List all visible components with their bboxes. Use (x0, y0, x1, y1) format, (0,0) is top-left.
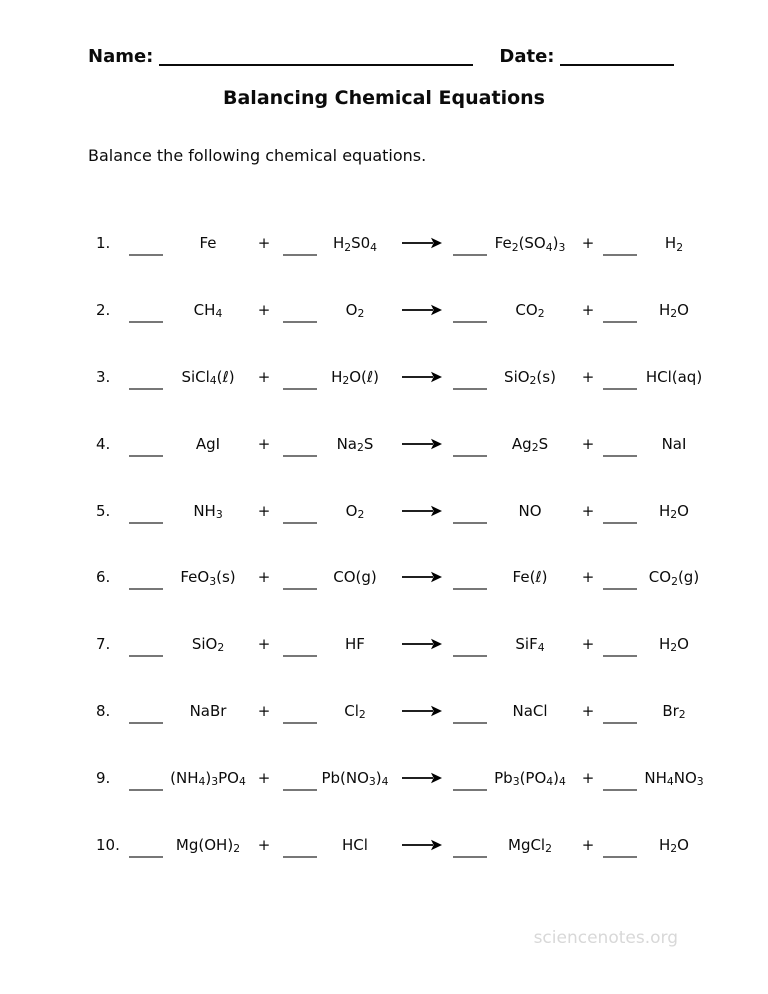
plus-sign: + (581, 301, 595, 320)
reactant-formula: CO(g) (333, 568, 377, 587)
plus-sign: + (257, 701, 271, 720)
reactant-formula: HCl (342, 835, 368, 854)
product-formula: $H_2O$ (659, 835, 689, 855)
reactant-formula: $Mg(OH)_2$ (175, 835, 241, 855)
coefficient-blank (452, 367, 488, 387)
coefficient-blank (452, 768, 488, 788)
coefficient-blank (282, 233, 318, 253)
reactant-formula: $H_2O(\ell)$ (331, 367, 379, 388)
coefficient-blank (602, 634, 638, 654)
product-formula: HCl(aq) (645, 367, 703, 386)
reactant-formula: $CH_4$ (193, 301, 223, 321)
plus-sign: + (581, 768, 595, 787)
right-arrow-icon (400, 434, 444, 454)
coefficient-blank (128, 501, 164, 521)
coefficient-blank (452, 835, 488, 855)
coefficient-blank (128, 367, 164, 387)
date-blank-line (560, 64, 674, 66)
coefficient-blank (452, 501, 488, 521)
equation-number: 3. (96, 367, 111, 386)
equation-row-9 (88, 744, 710, 811)
name-blank-line (159, 64, 473, 66)
coefficient-blank (128, 634, 164, 654)
coefficient-blank (128, 434, 164, 454)
right-arrow-icon (400, 300, 444, 320)
product-formula: MgCl$_2$ (508, 835, 552, 855)
right-arrow-icon (400, 768, 444, 788)
product-formula: $H_2$ (664, 234, 684, 254)
plus-sign: + (257, 234, 271, 253)
equation-number: 9. (96, 768, 111, 787)
right-arrow-icon (400, 233, 444, 253)
equation-number: 1. (96, 234, 111, 253)
coefficient-blank (602, 434, 638, 454)
product-formula: SiF$_4$ (515, 635, 545, 655)
equation-row-4 (88, 410, 710, 477)
equation-row-8 (88, 678, 710, 745)
plus-sign: + (581, 568, 595, 587)
coefficient-blank (282, 434, 318, 454)
reactant-formula: $H_2S0_4$ (332, 234, 378, 254)
name-label: Name: (88, 46, 154, 67)
coefficient-blank (602, 701, 638, 721)
coefficient-blank (128, 701, 164, 721)
name-date-row (88, 47, 674, 67)
equation-number: 10. (96, 835, 120, 854)
plus-sign: + (581, 835, 595, 854)
equation-number: 6. (96, 568, 111, 587)
coefficient-blank (452, 233, 488, 253)
equation-row-5 (88, 477, 710, 544)
reactant-formula: Fe (199, 234, 217, 253)
reactant-formula: $O_2$ (345, 301, 365, 321)
equation-row-10 (88, 811, 710, 878)
reactant-formula: $NH_3$ (193, 501, 223, 521)
coefficient-blank (602, 300, 638, 320)
footer-watermark: sciencenotes.org (533, 928, 678, 948)
worksheet-title: Balancing Chemical Equations (223, 87, 545, 109)
product-formula: $CO_2$ (515, 301, 545, 321)
coefficient-blank (128, 567, 164, 587)
plus-sign: + (581, 367, 595, 386)
right-arrow-icon (400, 567, 444, 587)
plus-sign: + (581, 635, 595, 654)
product-formula: $Ag_2S$ (511, 434, 549, 454)
plus-sign: + (257, 434, 271, 453)
product-formula: NaCl (512, 701, 548, 720)
coefficient-blank (602, 835, 638, 855)
plus-sign: + (257, 635, 271, 654)
reactant-formula: $(NH_4)_3PO_4$ (170, 768, 246, 788)
equation-row-6 (88, 544, 710, 611)
product-formula: $Br_2$ (662, 701, 686, 722)
reactant-formula: NaBr (189, 701, 227, 720)
coefficient-blank (452, 634, 488, 654)
right-arrow-icon (400, 634, 444, 654)
plus-sign: + (257, 568, 271, 587)
product-formula: Fe(ℓ) (512, 568, 548, 587)
product-formula: $H_2O$ (659, 501, 689, 521)
coefficient-blank (452, 567, 488, 587)
right-arrow-icon (400, 701, 444, 721)
equation-row-7 (88, 611, 710, 678)
plus-sign: + (257, 835, 271, 854)
coefficient-blank (282, 367, 318, 387)
product-formula: $H_2O$ (659, 301, 689, 321)
coefficient-blank (282, 701, 318, 721)
coefficient-blank (128, 768, 164, 788)
reactant-formula: SiO$_2$ (191, 635, 225, 655)
coefficient-blank (602, 367, 638, 387)
product-formula: $Fe_2(SO_4)_3$ (494, 234, 566, 254)
reactant-formula: $Na_2S$ (336, 434, 374, 454)
right-arrow-icon (400, 501, 444, 521)
coefficient-blank (282, 567, 318, 587)
product-formula: NaI (661, 434, 687, 453)
plus-sign: + (581, 701, 595, 720)
coefficient-blank (602, 768, 638, 788)
reactant-formula: $Cl_2$ (344, 701, 366, 722)
plus-sign: + (581, 501, 595, 520)
coefficient-blank (282, 835, 318, 855)
equation-row-3 (88, 344, 710, 411)
coefficient-blank (128, 835, 164, 855)
coefficient-blank (282, 501, 318, 521)
product-formula: $NH_4NO_3$ (644, 768, 704, 788)
coefficient-blank (452, 300, 488, 320)
plus-sign: + (581, 434, 595, 453)
coefficient-blank (452, 701, 488, 721)
product-formula: NO (518, 501, 542, 520)
plus-sign: + (257, 768, 271, 787)
equation-number: 5. (96, 501, 111, 520)
coefficient-blank (282, 768, 318, 788)
reactant-formula: $Pb(NO_3)_4$ (321, 768, 389, 788)
equation-number: 8. (96, 701, 111, 720)
product-formula: $H_2O$ (659, 635, 689, 655)
right-arrow-icon (400, 835, 444, 855)
product-formula: $CO_2(g)$ (648, 568, 700, 588)
product-formula: SiO$_2$(s) (504, 367, 556, 388)
plus-sign: + (257, 501, 271, 520)
equations-list (88, 210, 710, 878)
reactant-formula: FeO$_3$(s) (180, 568, 236, 588)
equation-row-1 (88, 210, 710, 277)
equation-number: 2. (96, 301, 111, 320)
date-label: Date: (499, 46, 555, 67)
coefficient-blank (282, 300, 318, 320)
coefficient-blank (602, 501, 638, 521)
right-arrow-icon (400, 367, 444, 387)
reactant-formula: HF (345, 635, 365, 654)
plus-sign: + (257, 367, 271, 386)
coefficient-blank (602, 233, 638, 253)
equation-number: 4. (96, 434, 111, 453)
equation-number: 7. (96, 635, 111, 654)
equation-row-2 (88, 277, 710, 344)
reactant-formula: $O_2$ (345, 501, 365, 521)
instructions-text: Balance the following chemical equations. (88, 146, 427, 165)
plus-sign: + (257, 301, 271, 320)
coefficient-blank (128, 233, 164, 253)
reactant-formula: AgI (195, 434, 221, 453)
coefficient-blank (282, 634, 318, 654)
product-formula: $Pb_3(PO_4)_4$ (494, 768, 566, 788)
coefficient-blank (128, 300, 164, 320)
coefficient-blank (452, 434, 488, 454)
reactant-formula: SiCl$_4$(ℓ) (181, 367, 235, 388)
plus-sign: + (581, 234, 595, 253)
coefficient-blank (602, 567, 638, 587)
